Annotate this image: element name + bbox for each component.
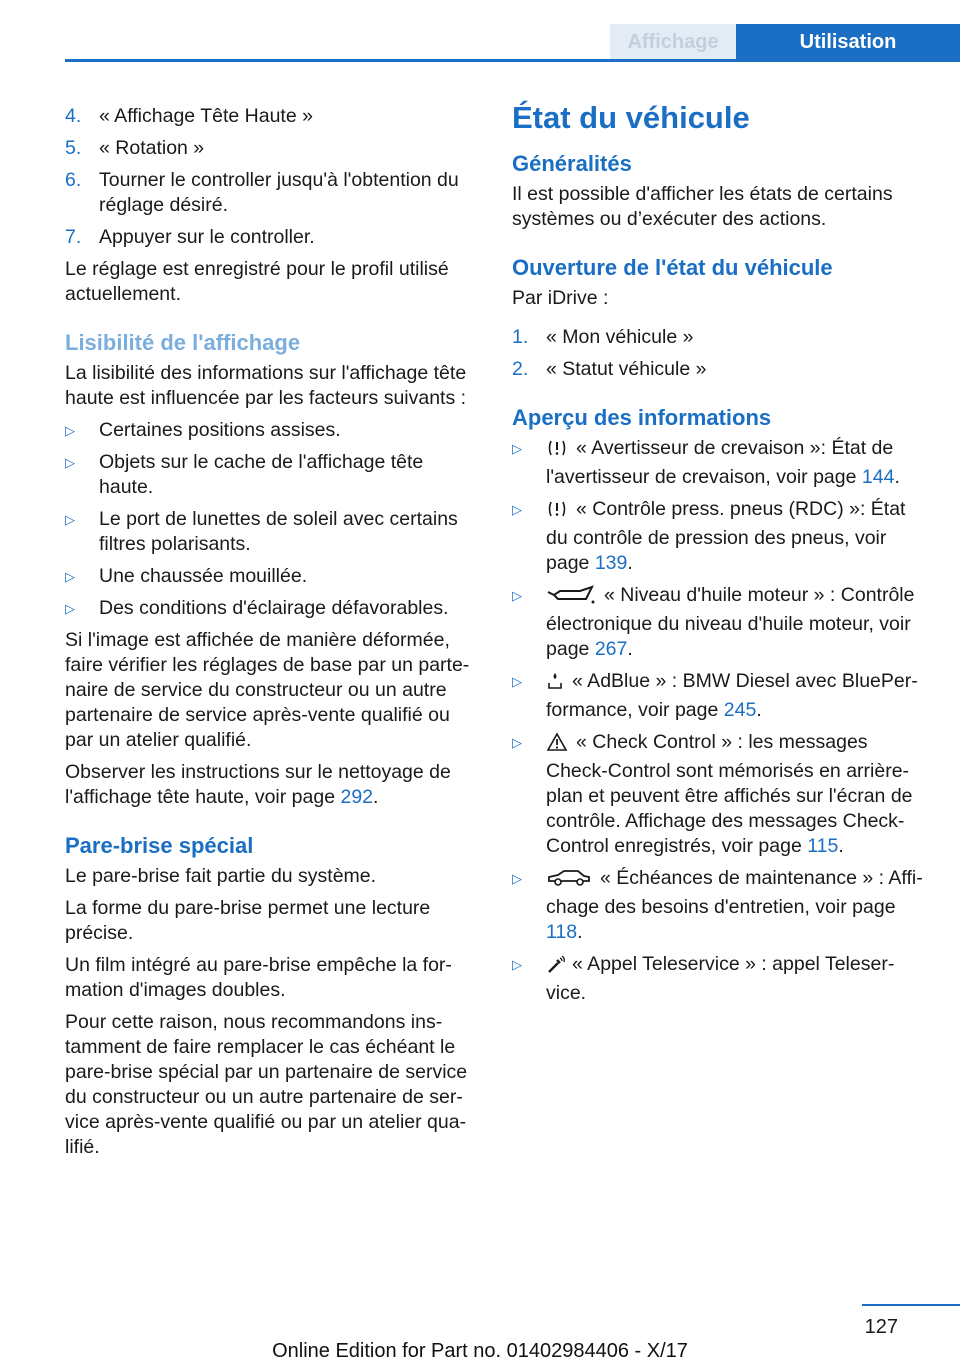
page-link-139[interactable]: 139 bbox=[594, 552, 628, 574]
cleaning-note bbox=[65, 760, 478, 810]
list-item-text: « Appel Teleservice » : appel Teleser‐vice. bbox=[546, 953, 895, 1004]
section-tab-affichage: Affichage bbox=[610, 24, 736, 61]
footer-edition: Online Edition for Part no. 01402984406 - X/17 bbox=[272, 1340, 688, 1362]
period: . bbox=[756, 699, 762, 721]
list-item-text: Des conditions d'éclairage défavorables. bbox=[99, 597, 449, 619]
service-car-icon bbox=[546, 868, 592, 895]
list-item-text: Le port de lunettes de soleil avec certains filtres polarisants. bbox=[99, 508, 458, 555]
bullet-marker: ▷ bbox=[512, 957, 522, 972]
step-text: Appuyer sur le controller. bbox=[99, 226, 315, 248]
bullet-marker: ▷ bbox=[65, 512, 75, 527]
step-item bbox=[65, 104, 478, 129]
page-link-267[interactable]: 267 bbox=[594, 638, 628, 660]
tire-warning-icon bbox=[546, 438, 568, 465]
step-number: 5. bbox=[65, 137, 82, 159]
lisibilite-heading: Lisibilité de l'affichage bbox=[65, 330, 301, 355]
step-text: « Statut véhicule » bbox=[546, 358, 707, 380]
list-item bbox=[65, 450, 478, 500]
adblue-icon bbox=[546, 671, 564, 698]
list-item bbox=[65, 507, 478, 557]
parebrise-heading: Pare-brise spécial bbox=[65, 833, 254, 858]
page-link-118[interactable]: 118 bbox=[546, 921, 578, 943]
page-link-115[interactable]: 115 bbox=[807, 835, 839, 857]
list-item bbox=[512, 583, 927, 662]
list-item bbox=[65, 564, 478, 589]
step-number: 4. bbox=[65, 105, 82, 127]
bullet-marker: ▷ bbox=[65, 569, 75, 584]
list-item bbox=[512, 952, 927, 1006]
deformed-note: Si l'image est affichée de manière déformée, faire vérifier les réglages de base par un parte‐naire de service du constructeur ou un autre partenaire de service après-vente qualifié ou par un atelier qualifié. bbox=[65, 629, 470, 751]
list-item bbox=[512, 866, 927, 945]
page-title: État du véhicule bbox=[512, 100, 750, 135]
warning-triangle-icon bbox=[546, 732, 568, 759]
period: . bbox=[577, 921, 583, 943]
step-text: « Mon véhicule » bbox=[546, 326, 694, 348]
ouverture-heading: Ouverture de l'état du véhicule bbox=[512, 255, 833, 280]
bullet-marker: ▷ bbox=[65, 601, 75, 616]
step-item bbox=[512, 357, 927, 382]
list-item bbox=[65, 596, 478, 621]
bullet-marker: ▷ bbox=[512, 441, 522, 456]
left-column bbox=[65, 104, 478, 1167]
step-item bbox=[65, 168, 478, 218]
cleaning-text: Observer les instructions sur le nettoyage de l'affichage tête haute, voir page bbox=[65, 761, 451, 808]
lisibilite-intro: La lisibilité des informations sur l'affichage tête haute est influencée par les facteurs suivants : bbox=[65, 362, 467, 409]
step-number: 7. bbox=[65, 226, 82, 248]
parebrise-p4: Pour cette raison, nous recommandons ins‐tamment de faire remplacer le cas échéant le pare-brise spécial par un partenaire de service du constructeur ou un autre partenaire de ser‐vice après-vente qualifié ou par un atelier qua‐lifié. bbox=[65, 1011, 468, 1158]
page-link-292[interactable]: 292 bbox=[340, 786, 374, 808]
header-rule bbox=[65, 59, 960, 62]
list-item-text: Certaines positions assises. bbox=[99, 419, 341, 441]
generalites-heading: Généralités bbox=[512, 151, 632, 176]
footer-rule bbox=[862, 1304, 960, 1306]
parebrise-p2: La forme du pare-brise permet une lecture précise. bbox=[65, 897, 431, 944]
step-text: « Affichage Tête Haute » bbox=[99, 105, 313, 127]
list-item-text: Objets sur le cache de l'affichage tête haute. bbox=[99, 451, 424, 498]
list-item-text: Une chaussée mouillée. bbox=[99, 565, 308, 587]
chapter-tab-utilisation: Utilisation bbox=[736, 24, 960, 61]
list-item bbox=[512, 669, 927, 723]
bullet-marker: ▷ bbox=[512, 502, 522, 517]
list-item bbox=[512, 436, 927, 490]
period: . bbox=[373, 786, 379, 808]
list-item bbox=[65, 418, 478, 443]
bullet-marker: ▷ bbox=[512, 588, 522, 603]
list-item-text: « Échéances de maintenance » : Affi‐chage des besoins d'entretien, voir page bbox=[546, 867, 923, 918]
bullet-marker: ▷ bbox=[65, 455, 75, 470]
page-link-144[interactable]: 144 bbox=[861, 466, 895, 488]
period: . bbox=[627, 638, 633, 660]
bullet-marker: ▷ bbox=[512, 735, 522, 750]
oil-can-icon bbox=[546, 585, 596, 612]
bullet-marker: ▷ bbox=[65, 423, 75, 438]
ouverture-intro: Par iDrive : bbox=[512, 287, 609, 309]
list-item-text: « AdBlue » : BMW Diesel avec BluePer‐formance, voir page bbox=[546, 670, 918, 721]
right-column bbox=[512, 100, 927, 1013]
bullet-marker: ▷ bbox=[512, 871, 522, 886]
list-item-text: « Check Control » : les messages Check-Control sont mémorisés en arrière-plan et peuvent être affichés sur l'écran de contrôle. Affichage des messages Check-Control enregistrés, voir page bbox=[546, 731, 913, 857]
period: . bbox=[838, 835, 844, 857]
step-item bbox=[65, 136, 478, 161]
page-link-245[interactable]: 245 bbox=[723, 699, 757, 721]
tire-pressure-icon bbox=[546, 499, 568, 526]
saved-note: Le réglage est enregistré pour le profil utilisé actuellement. bbox=[65, 258, 449, 305]
list-item bbox=[512, 730, 927, 859]
parebrise-p1: Le pare-brise fait partie du système. bbox=[65, 865, 377, 887]
step-number: 2. bbox=[512, 358, 529, 380]
step-text: « Rotation » bbox=[99, 137, 205, 159]
list-item-text: « Contrôle press. pneus (RDC) »: État du contrôle de pression des pneus, voir page bbox=[546, 498, 906, 574]
generalites-text: Il est possible d'afficher les états de certains systèmes ou d’exécuter des actions. bbox=[512, 183, 893, 230]
period: . bbox=[627, 552, 633, 574]
teleservice-icon bbox=[546, 954, 566, 981]
list-item-text: « Avertisseur de crevaison »: État de l'avertisseur de crevaison, voir page bbox=[546, 437, 894, 488]
step-text: Tourner le controller jusqu'à l'obtention du réglage désiré. bbox=[99, 169, 459, 216]
period: . bbox=[894, 466, 900, 488]
step-item bbox=[512, 325, 927, 350]
list-item bbox=[512, 497, 927, 576]
list-item-text: « Niveau d'huile moteur » : Contrôle électronique du niveau d'huile moteur, voir page bbox=[546, 584, 915, 660]
bullet-marker: ▷ bbox=[512, 674, 522, 689]
step-number: 6. bbox=[65, 169, 82, 191]
page-number: 127 bbox=[864, 1316, 898, 1338]
step-number: 1. bbox=[512, 326, 529, 348]
parebrise-p3: Un film intégré au pare-brise empêche la for‐mation d'images doubles. bbox=[65, 954, 452, 1001]
apercu-heading: Aperçu des informations bbox=[512, 405, 772, 430]
step-item bbox=[65, 225, 478, 250]
